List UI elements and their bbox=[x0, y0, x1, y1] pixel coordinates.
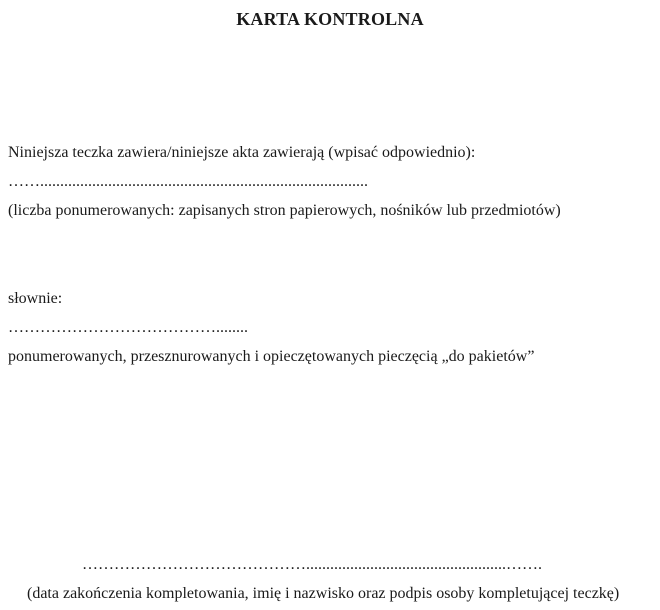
sealing-description: ponumerowanych, przesznurowanych i opieczętowanych pieczęcią „do pakietów” bbox=[8, 348, 535, 365]
page-count-hint: (liczba ponumerowanych: zapisanych stron papierowych, nośników lub przedmiotów) bbox=[8, 202, 561, 219]
page-count-fill-line: …….................................................................................. bbox=[8, 173, 368, 190]
signature-fill-line: ……………………………………..................................................……. bbox=[82, 556, 542, 573]
page-title: KARTA KONTROLNA bbox=[236, 9, 424, 29]
in-words-label: słownie: bbox=[8, 290, 63, 307]
signature-caption: (data zakończenia kompletowania, imię i nazwisko oraz podpis osoby kompletującej teczkę) bbox=[27, 585, 620, 602]
in-words-fill-line: …………………………………........ bbox=[8, 319, 248, 336]
contents-intro: Niniejsza teczka zawiera/niniejsze akta zawierają (wpisać odpowiednio): bbox=[8, 144, 476, 161]
